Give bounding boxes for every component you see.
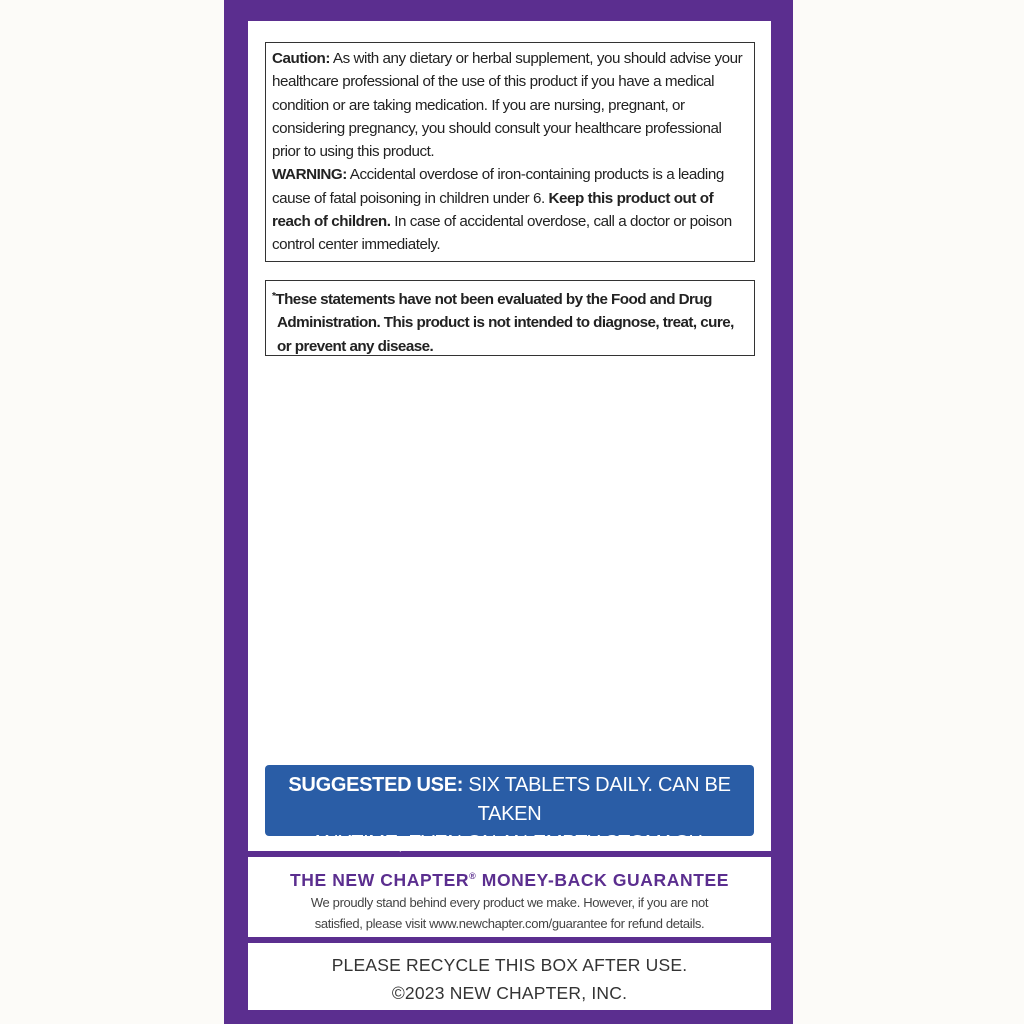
warning-label: WARNING: [272,166,347,184]
warning-text: WARNING: Accidental overdose of iron-containing products is a leading cause of fatal poisoning in children under 6. Keep this product out of reach of children. In case of accidental overdose, call a doctor or poison control center immediately. [272,166,732,254]
fda-disclaimer-box [265,280,755,356]
registered-mark: ® [469,871,477,881]
caution-label: Caution: [272,50,330,67]
suggested-use-line2: ANYTIME, EVEN ON AN EMPTY STOMACH. [311,832,708,854]
copyright: ©2023 NEW CHAPTER, INC. [391,983,628,1003]
guarantee-url-line: satisfied, please visit www.newchapter.com/guarantee for refund details. [314,916,705,931]
recycle-notice: PLEASE RECYCLE THIS BOX AFTER USE. [331,955,688,975]
suggested-use-label: SUGGESTED USE: [288,774,464,796]
guarantee-body: We proudly stand behind every product we make. However, if you are not satisfied, please visit www.newchapter.com/guarantee for refund details. [248,892,771,934]
fda-disclaimer-text: *These statements have not been evaluated by the Food and Drug Administration. This product is not intended to diagnose, treat, cure, or prevent any disease. [272,291,734,355]
suggested-use-banner [265,765,754,854]
caution-box [265,42,755,262]
caution-text: Caution: As with any dietary or herbal supplement, you should advise your healthcare professional of the use of this product if you have a medical condition or are taking medication. If you are nursing, pregnant, or considering pregnancy, you should consult your healthcare professional prior to using this product. [272,50,743,161]
keep-away-text: Keep this product out of reach of children. [272,189,714,231]
guarantee-section [248,857,771,937]
suggested-use-line1: SUGGESTED USE: SIX TABLETS DAILY. CAN BE TAKEN [288,774,731,825]
footer-section [248,943,771,1010]
guarantee-title: THE NEW CHAPTER® MONEY-BACK GUARANTEE [289,870,730,890]
